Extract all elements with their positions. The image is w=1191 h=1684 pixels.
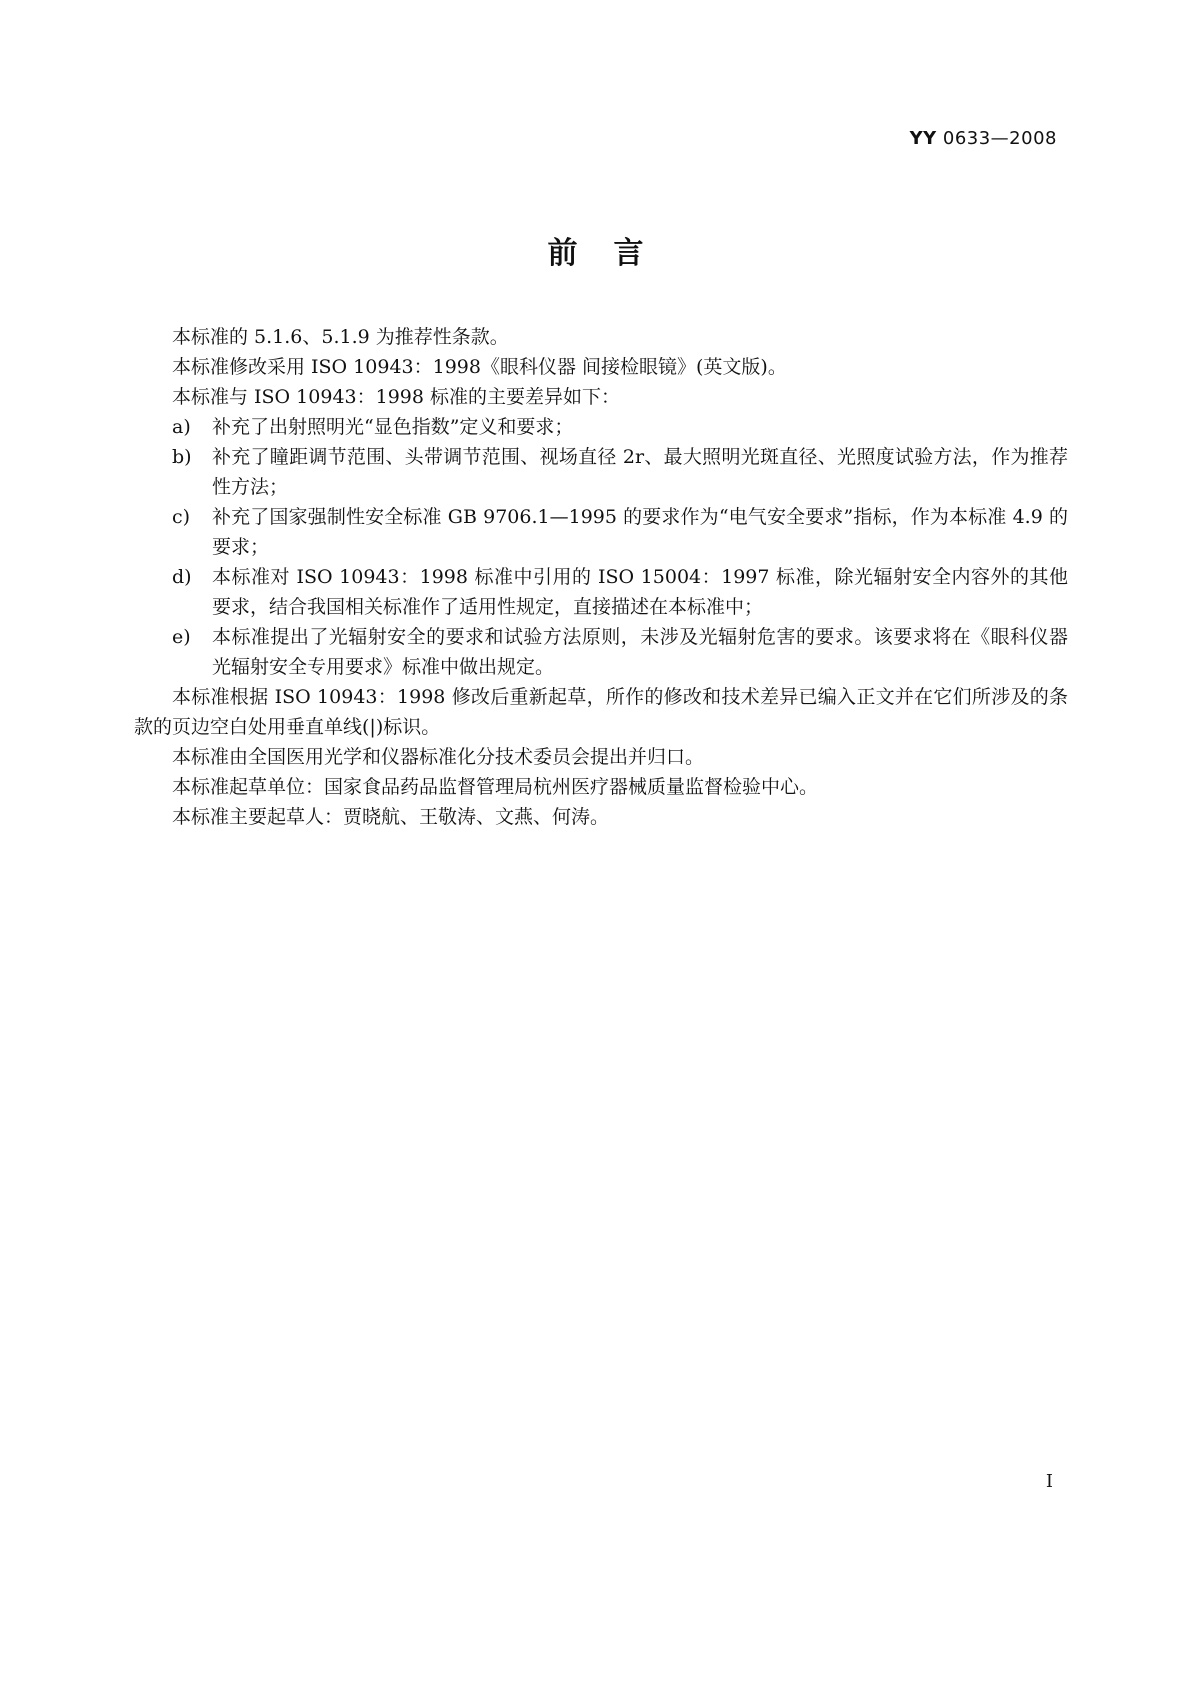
standard-number-header — [910, 128, 1057, 149]
list-item-text: 补充了出射照明光“显色指数”定义和要求； — [212, 416, 574, 438]
standard-prefix: YY — [909, 128, 937, 149]
paragraph: 本标准根据 ISO 10943：1998 修改后重新起草，所作的修改和技术差异已编入正文并在它们所涉及的条款的页边空白处用垂直单线(|)标识。 — [134, 686, 1068, 738]
paragraph: 本标准由全国医用光学和仪器标准化分技术委员会提出并归口。 — [172, 746, 705, 768]
foreword-body — [134, 322, 1088, 832]
list-marker: b) — [172, 446, 192, 468]
standard-code: 0633—2008 — [942, 128, 1057, 149]
paragraph: 本标准起草单位：国家食品药品监督管理局杭州医疗器械质量监督检验中心。 — [172, 776, 819, 798]
list-marker: d) — [172, 566, 192, 588]
paragraph: 本标准与 ISO 10943：1998 标准的主要差异如下： — [172, 386, 621, 408]
list-item-text: 补充了瞳距调节范围、头带调节范围、视场直径 2r、最大照明光斑直径、光照度试验方法，作为推荐性方法； — [212, 446, 1068, 498]
list-marker: c) — [172, 506, 191, 528]
list-marker: a) — [172, 416, 191, 438]
list-item — [172, 562, 1068, 622]
list-item — [172, 442, 1068, 502]
list-item-text: 本标准提出了光辐射安全的要求和试验方法原则，未涉及光辐射危害的要求。该要求将在《眼科仪器 光辐射安全专用要求》标准中做出规定。 — [212, 626, 1088, 678]
paragraph: 本标准主要起草人：贾晓航、王敬涛、文燕、何涛。 — [172, 806, 610, 828]
page-title: 前言 — [547, 236, 680, 271]
list-marker: e) — [172, 626, 191, 648]
list-item — [172, 412, 1068, 442]
list-item — [172, 622, 1088, 682]
list-item-text: 本标准对 ISO 10943：1998 标准中引用的 ISO 15004：1997 标准，除光辐射安全内容外的其他要求，结合我国相关标准作了适用性规定，直接描述在本标准中； — [212, 566, 1068, 618]
list-item-text: 补充了国家强制性安全标准 GB 9706.1—1995 的要求作为“电气安全要求”指标，作为本标准 4.9 的要求； — [212, 506, 1068, 558]
paragraph: 本标准修改采用 ISO 10943：1998《眼科仪器 间接检眼镜》(英文版)。 — [172, 356, 787, 378]
page-number: I — [1045, 1471, 1053, 1492]
paragraph: 本标准的 5.1.6、5.1.9 为推荐性条款。 — [172, 326, 509, 348]
list-item — [172, 502, 1068, 562]
